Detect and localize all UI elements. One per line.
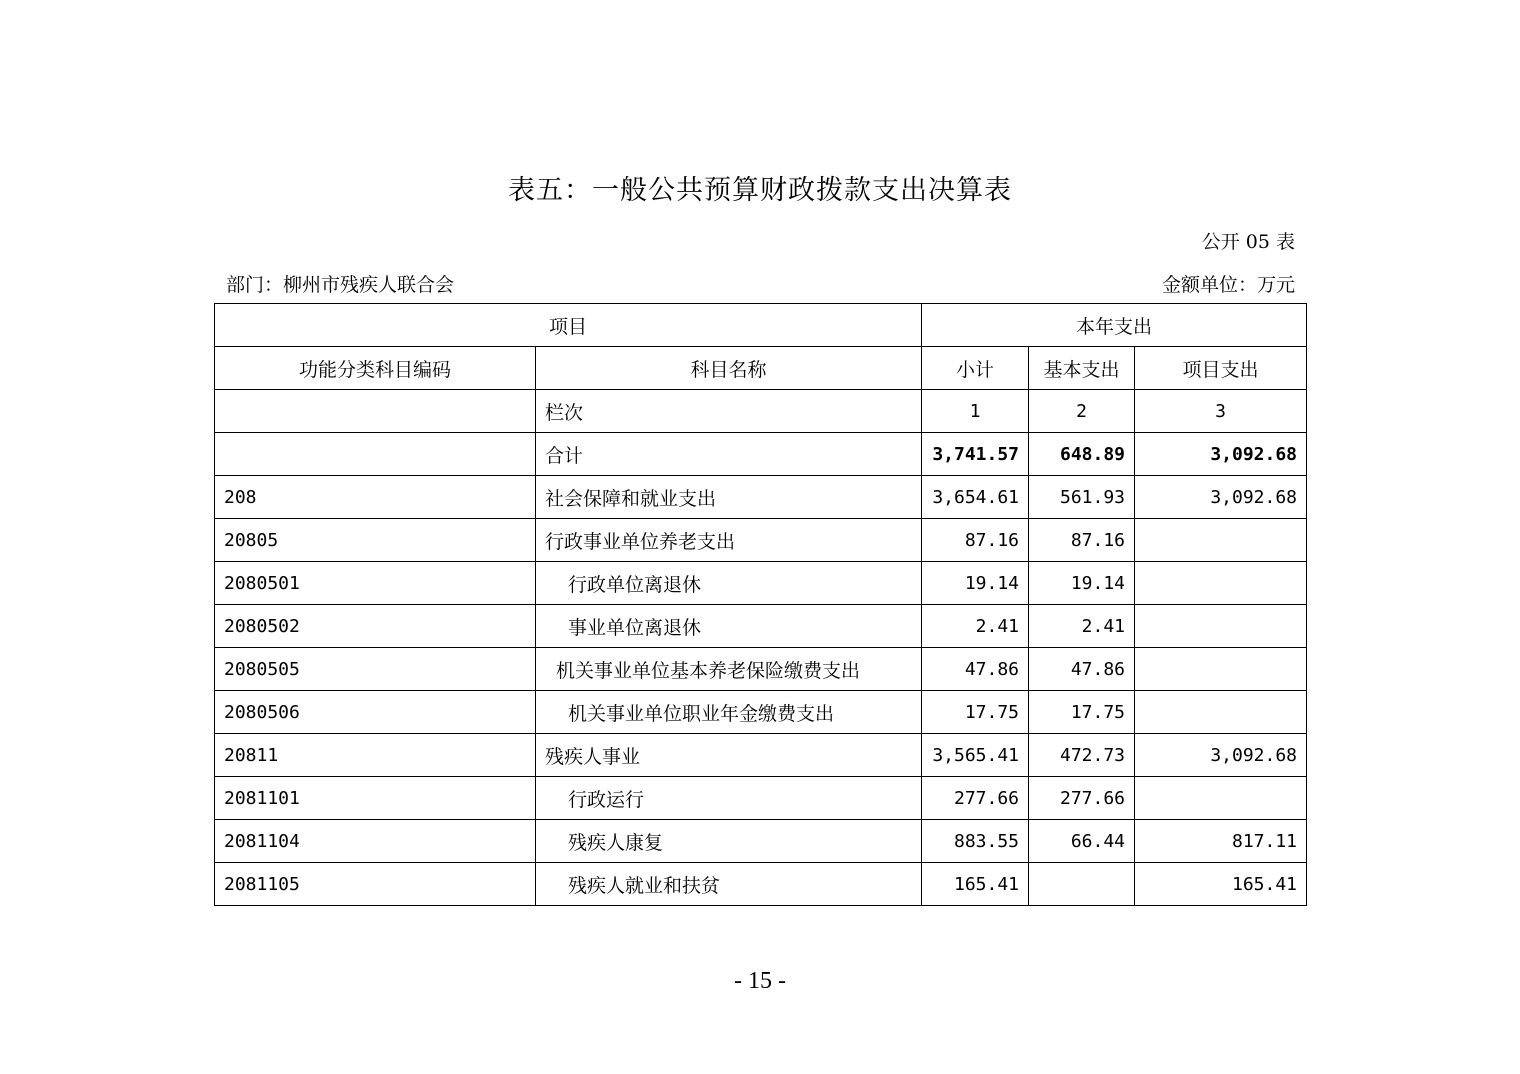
row-code: 2080501 [215, 562, 536, 605]
row-project [1135, 605, 1307, 648]
amount-unit-label: 金额单位：万元 [1161, 274, 1295, 296]
table-row [215, 691, 1307, 734]
row-code: 208 [215, 476, 536, 519]
table-row [215, 777, 1307, 820]
row-code: 20811 [215, 734, 536, 777]
header-current-year-expense: 本年支出 [922, 304, 1307, 347]
header-name: 科目名称 [536, 347, 922, 390]
row-code: 2080502 [215, 605, 536, 648]
column-number-label: 栏次 [536, 390, 922, 433]
form-number: 公开 05 表 [1201, 231, 1295, 253]
total-label: 合计 [536, 433, 922, 476]
table-row [215, 605, 1307, 648]
row-name: 残疾人事业 [536, 734, 922, 777]
row-name: 残疾人康复 [536, 820, 922, 863]
row-project [1135, 691, 1307, 734]
total-row [215, 433, 1307, 476]
header-project: 项目 [215, 304, 922, 347]
row-subtotal: 19.14 [922, 562, 1029, 605]
row-project [1135, 777, 1307, 820]
row-basic: 66.44 [1029, 820, 1135, 863]
row-name: 残疾人就业和扶贫 [536, 863, 922, 906]
row-project [1135, 562, 1307, 605]
column-number-3: 3 [1135, 390, 1307, 433]
header-row-1 [215, 304, 1307, 347]
department-label: 部门：柳州市残疾人联合会 [226, 274, 455, 296]
row-project [1135, 648, 1307, 691]
table-row [215, 863, 1307, 906]
row-name: 行政单位离退休 [536, 562, 922, 605]
total-project: 3,092.68 [1135, 433, 1307, 476]
row-subtotal: 47.86 [922, 648, 1029, 691]
row-project: 3,092.68 [1135, 734, 1307, 777]
header-project-expense: 项目支出 [1135, 347, 1307, 390]
row-code: 2081105 [215, 863, 536, 906]
row-subtotal: 3,565.41 [922, 734, 1029, 777]
row-basic [1029, 863, 1135, 906]
table-row [215, 648, 1307, 691]
row-code: 2081104 [215, 820, 536, 863]
row-basic: 472.73 [1029, 734, 1135, 777]
row-basic: 19.14 [1029, 562, 1135, 605]
header-code: 功能分类科目编码 [215, 347, 536, 390]
row-subtotal: 883.55 [922, 820, 1029, 863]
table-row [215, 562, 1307, 605]
row-code: 20805 [215, 519, 536, 562]
row-basic: 17.75 [1029, 691, 1135, 734]
column-number-blank [215, 390, 536, 433]
table-row [215, 519, 1307, 562]
row-subtotal: 3,654.61 [922, 476, 1029, 519]
row-basic: 87.16 [1029, 519, 1135, 562]
row-basic: 2.41 [1029, 605, 1135, 648]
total-subtotal: 3,741.57 [922, 433, 1029, 476]
row-basic: 561.93 [1029, 476, 1135, 519]
row-name: 机关事业单位基本养老保险缴费支出 [536, 648, 922, 691]
table-row [215, 476, 1307, 519]
header-row-2 [215, 347, 1307, 390]
row-code: 2080505 [215, 648, 536, 691]
header-subtotal: 小计 [922, 347, 1029, 390]
row-subtotal: 2.41 [922, 605, 1029, 648]
row-code: 2081101 [215, 777, 536, 820]
total-basic: 648.89 [1029, 433, 1135, 476]
column-number-1: 1 [922, 390, 1029, 433]
row-project [1135, 519, 1307, 562]
page-title: 表五：一般公共预算财政拨款支出决算表 [508, 175, 1012, 206]
row-name: 事业单位离退休 [536, 605, 922, 648]
row-project: 165.41 [1135, 863, 1307, 906]
table-row [215, 820, 1307, 863]
total-blank [215, 433, 536, 476]
row-basic: 47.86 [1029, 648, 1135, 691]
page-number: - 15 - [734, 968, 786, 994]
row-subtotal: 87.16 [922, 519, 1029, 562]
table-row [215, 734, 1307, 777]
row-project: 3,092.68 [1135, 476, 1307, 519]
row-basic: 277.66 [1029, 777, 1135, 820]
row-name: 行政事业单位养老支出 [536, 519, 922, 562]
budget-table [214, 303, 1307, 906]
row-project: 817.11 [1135, 820, 1307, 863]
column-number-2: 2 [1029, 390, 1135, 433]
row-code: 2080506 [215, 691, 536, 734]
row-name: 机关事业单位职业年金缴费支出 [536, 691, 922, 734]
row-name: 社会保障和就业支出 [536, 476, 922, 519]
row-name: 行政运行 [536, 777, 922, 820]
row-subtotal: 17.75 [922, 691, 1029, 734]
row-subtotal: 165.41 [922, 863, 1029, 906]
row-subtotal: 277.66 [922, 777, 1029, 820]
header-basic: 基本支出 [1029, 347, 1135, 390]
column-number-row [215, 390, 1307, 433]
